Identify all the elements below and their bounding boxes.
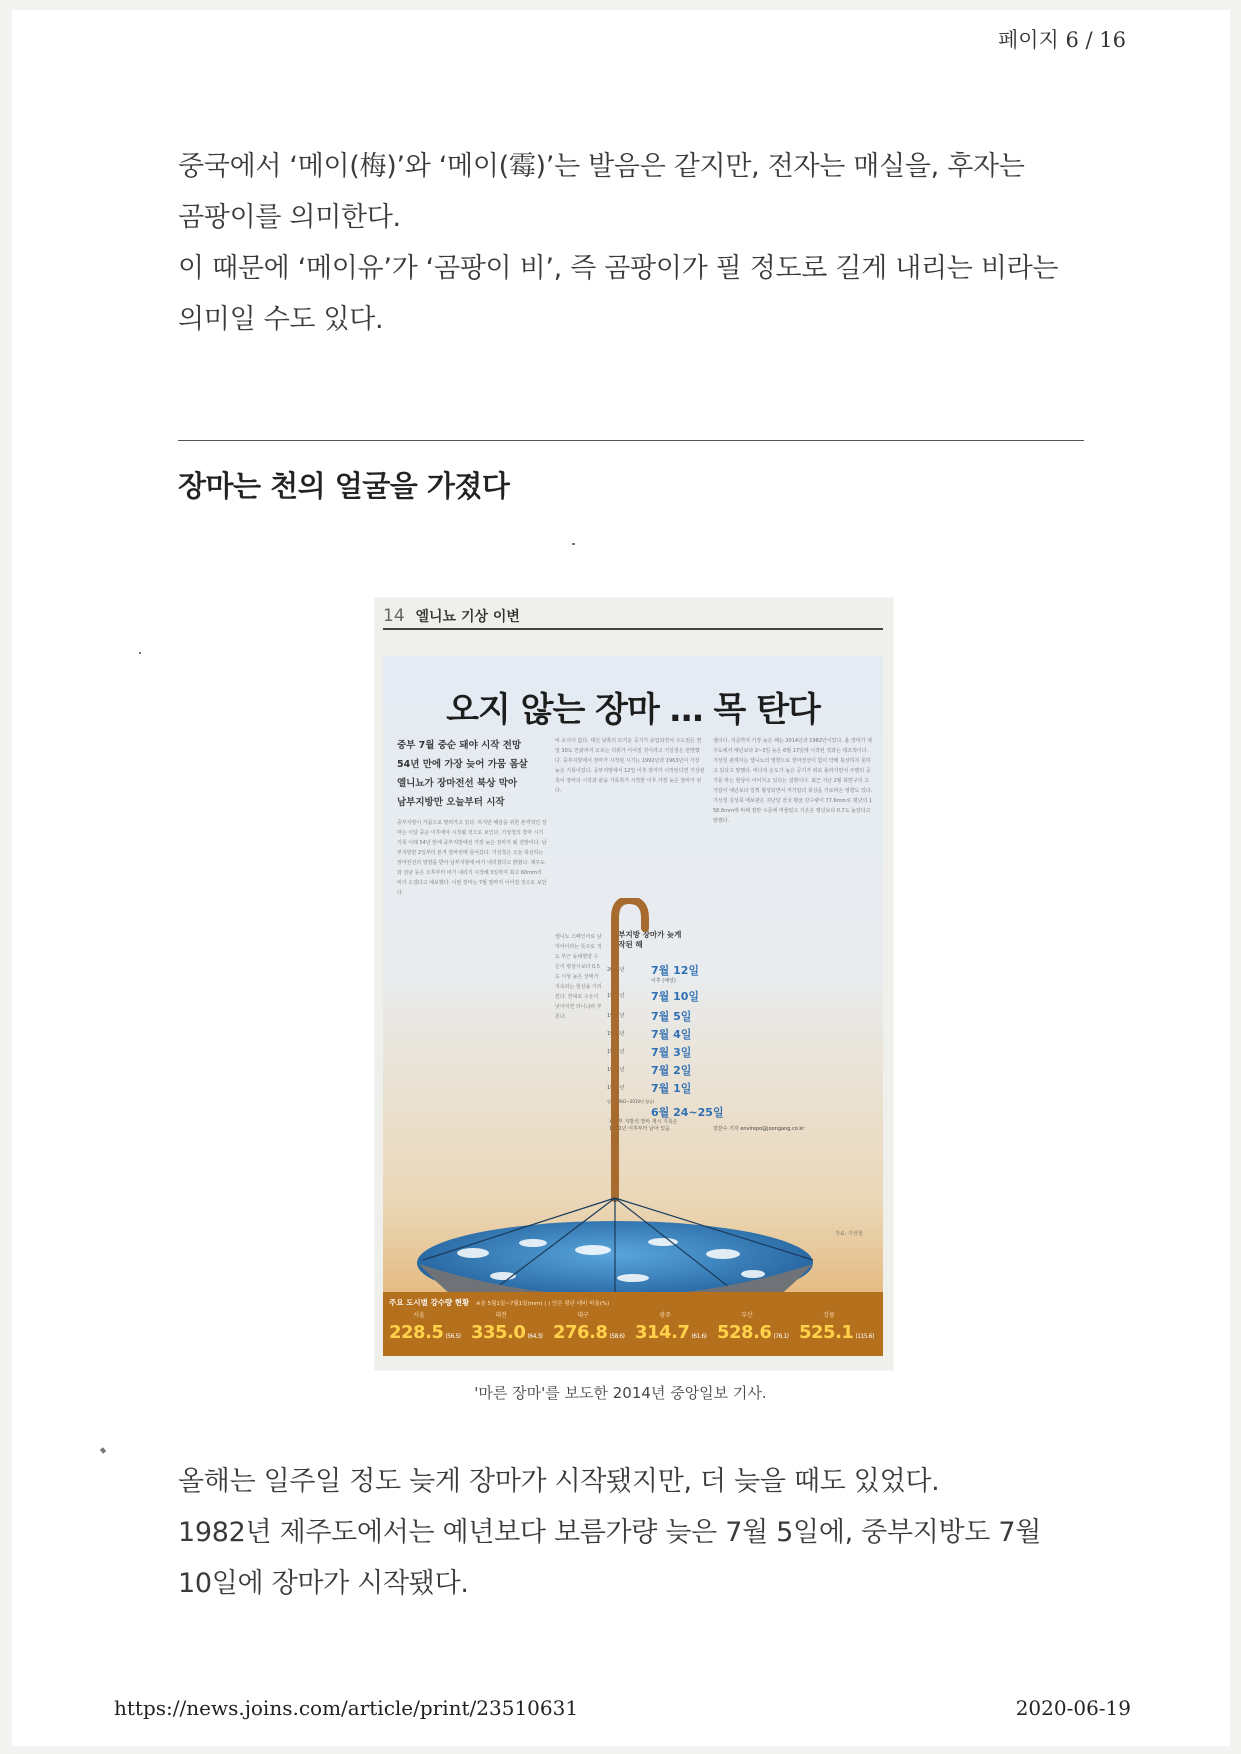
timeline-date: 7월 12일 [651,964,700,977]
timeline-date: 6월 24~25일 [651,1106,724,1119]
clipping-sidebar-elnino: 엘니뇨 스페인어로 남자아이라는 뜻으로 적도 부근 동태평양 수온이 평상시보다 0.5도 이상 높은 상태가 지속되는 현상을 가리킨다. 반대로 수온이 낮아지면 라니냐라 부른다. [555,934,602,1020]
umbrella-illustration [383,898,883,1292]
rainfall-pct: (64.3) [527,1333,543,1340]
rainfall-value: 276.8 [553,1322,608,1343]
paragraph-line: 1982년 제주도에서는 예년보다 보름가량 늦은 7월 5일에, 중부지방도 7월 [178,1517,1042,1548]
rainfall-pct: (61.6) [691,1333,707,1340]
image-caption: '마른 장마'를 보도한 2014년 중앙일보 기사. [474,1384,767,1402]
rainfall-stat [799,1310,879,1343]
rainfall-title [389,1297,609,1308]
rainfall-note: ※올 5월1일~7월1일(mm) ( ) 안은 평년 대비 비율(%) [475,1301,610,1307]
subhead: 엘니뇨가 장마전선 북상 막아 [397,778,518,789]
paragraph-line: 이 때문에 ‘메이유’가 ‘곰팡이 비’, 즉 곰팡이가 필 정도로 길게 내리는 비라는 [178,253,1059,284]
scan-speck [572,543,575,545]
intro-paragraph [178,141,1098,345]
clipping-byline: 강찬수 기자 envirepo@joongang.co.kr [713,1126,805,1132]
clipping-headline: 오지 않는 장마 … 목 탄다 [446,690,820,730]
rainfall-city: 대전 [495,1312,507,1319]
rainfall-bar [383,1292,883,1356]
newspaper-clipping [375,598,893,1370]
page-label: 페이지 6 / 16 [997,28,1126,52]
section-divider [178,440,1084,441]
timeline-note: 이후 (예상) [651,978,676,984]
rainfall-city: 강릉 [823,1312,835,1319]
paragraph-line: 중국에서 ‘메이(梅)’와 ‘메이(霉)’는 발음은 같지만, 전자는 매실을, 후자는 [178,151,1025,182]
timeline-date: 7월 3일 [651,1046,692,1059]
timeline-date: 7월 2일 [651,1064,692,1077]
clipping-section: 엘니뇨 기상 이변 [415,609,520,625]
clipping-subheads [397,736,547,812]
section-title: 장마는 천의 얼굴을 가졌다 [178,469,510,503]
timeline-year: 1992년 [607,1067,625,1073]
rainfall-city: 대구 [577,1312,589,1319]
rainfall-value: 228.5 [389,1322,444,1343]
timeline-year: 2014년 [607,967,625,973]
clipping-body-column-2: 비 소식이 없다. 대신 남쪽의 뜨거운 공기가 유입되면서 수도권은 연일 30도 안팎까지 오르는 더위가 이어질 것이라고 기상청은 전망했다. 중부지방에서 장마가 시작된 시기는 1992년과 1963년이 가장 늦은 기록이었다. 중부지방에서 12일 이후 장마가 시작된다면 기상관측이 장마의 시작과 끝을 기록하기 시작한 이후 가장 늦은 장마가 된다. [555,738,705,794]
rainfall-pct: (76.1) [773,1333,789,1340]
rainfall-value: 525.1 [799,1322,854,1343]
timeline-year: 1987년 [607,1013,625,1019]
rainfall-value: 314.7 [635,1322,690,1343]
timeline-year: 평년(1981~2010년 평균) [607,1099,655,1104]
rainfall-title-text: 주요 도시별 강수량 현황 [389,1298,470,1307]
rainfall-stat [389,1310,469,1343]
subhead: 54년 만에 가장 늦어 가뭄 몸살 [397,759,528,770]
rainfall-city: 부산 [741,1312,753,1319]
timeline-footnote: ※중부 지방의 장마 개시 기록은 1961년 이후부터 남아 있음 [609,1119,678,1132]
rainfall-stat [553,1310,633,1343]
rainfall-stat [635,1310,715,1343]
rainfall-pct: (115.6) [855,1333,874,1340]
timeline-date: 7월 1일 [651,1082,692,1095]
rainfall-value: 528.6 [717,1322,772,1343]
timeline-year: 1984년 [607,1085,625,1091]
footer-url[interactable]: https://news.joins.com/article/print/23510631 [114,1696,579,1720]
timeline-date: 7월 5일 [651,1010,692,1023]
paragraph-line: 10일에 장마가 시작됐다. [178,1568,469,1599]
timeline-year: 1988년 [607,1031,625,1037]
clipping-body-column-3: 셈이다. 지금까지 가장 늦은 해는 2014년과 1982년이었다. 올 장마가 제주도에서 예년보다 2~3일 늦은 6월 17일에 시작된 것과는 대조적이다. 기상청 관계자는 엘니뇨의 영향으로 장마전선이 힘이 약해 북상하지 못하고 있다고 말했다. 바다의 온도가 높은 공기가 위로 올라가면서 주변의 공기를 막는 현상이 이어지고 있다는 설명이다. 최근 지난 2월 북반구의 고기압이 예년보다 일찍 형성되면서 저기압의 북상을 가로막은 영향도 있다. 기상청 김성묵 예보관은 지난달 전국 평균 강수량이 77.6mm로 평년의 158.6mm에 비해 절반 수준에 머물렀고 기온은 평년보다 0.7도 높았다고 말했다. [713,738,873,824]
rainfall-city: 서울 [413,1312,425,1319]
closing-paragraph [178,1456,1098,1609]
paragraph-line: 의미일 수도 있다. [178,304,384,335]
timeline-date: 7월 4일 [651,1028,692,1041]
clipping-page-number: 14 [383,606,405,626]
subhead: 남부지방만 오늘부터 시작 [397,797,505,808]
rainfall-pct: (56.5) [445,1333,461,1340]
timeline-date: 7월 10일 [651,990,700,1003]
umbrella-handle [615,900,645,1198]
clipping-body-column-1: 중부지방이 가뭄으로 말라가고 있다. 하지만 해갈을 위한 본격적인 장마는 이달 중순 이후에야 시작될 것으로 보인다. 기상청의 장마 시기 기록 이래 54년 만에 중부지방에선 가장 늦은 장마가 될 전망이다. 남부지방만 2일부터 본격 장마권에 들어갔다. 기상청은 오늘 북상하는 장마전선의 영향을 받아 남부지방에 비가 내리겠다고 밝혔다. 제주도와 전남 등은 오후부터 비가 내리기 시작해 3일까지 최고 60mm의 비가 오겠다고 예보했다. 이번 장마는 7월 말까지 이어질 것으로 보인다. [397,820,547,896]
rainfall-stat [717,1310,797,1343]
image-credit: 자료: 기상청 [835,1231,863,1237]
rainfall-stat [471,1310,551,1343]
rainfall-pct: (58.6) [609,1333,625,1340]
rainfall-value: 335.0 [471,1322,526,1343]
scan-speck [139,652,141,654]
timeline-title: 중부지방 장마가 늦게 시작된 해 [611,930,682,949]
paragraph-line: 곰팡이를 의미한다. [178,202,401,233]
footer-date: 2020-06-19 [1015,1696,1131,1720]
timeline-year: 1982년 [607,993,625,999]
clipping-header [383,606,883,630]
rainfall-city: 광주 [659,1312,671,1319]
subhead: 중부 7월 중순 돼야 시작 전망 [397,740,522,751]
timeline-year: 1962년 [607,1049,625,1055]
paragraph-line: 올해는 일주일 정도 늦게 장마가 시작됐지만, 더 늦을 때도 있었다. [178,1466,940,1497]
